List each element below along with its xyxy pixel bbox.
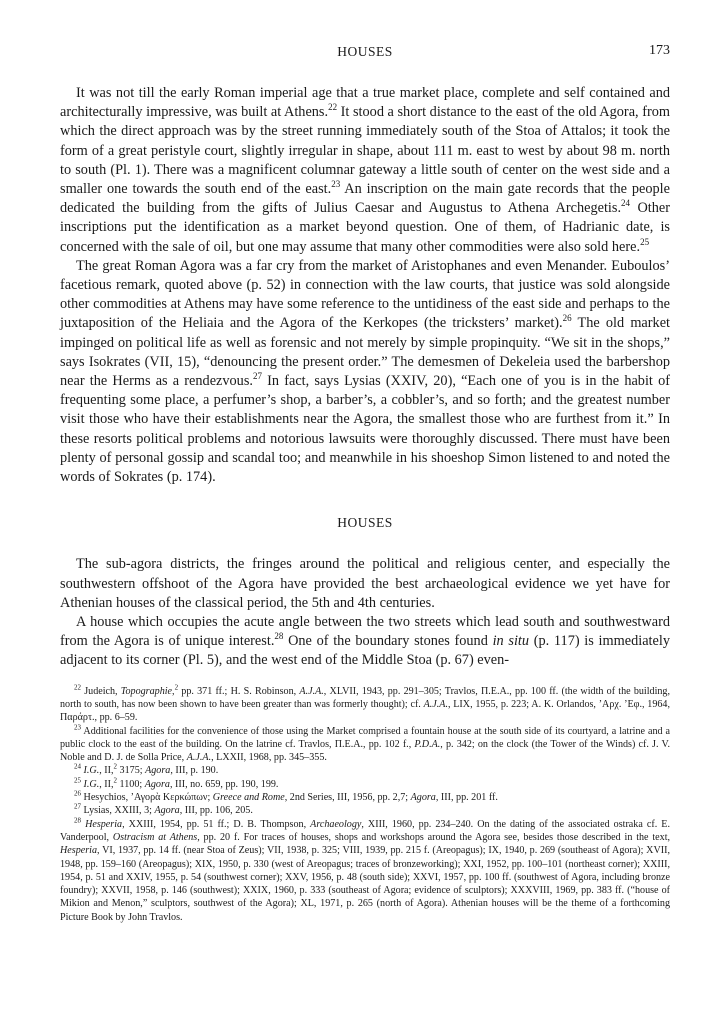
note-ref: 2 (174, 683, 179, 692)
text-run: , 2nd Series, III, 1956, pp. 2,7; (284, 792, 411, 804)
italic-text: Agora (145, 765, 171, 777)
text-run: , III, p. 190. (170, 765, 219, 777)
note-ref: 22 (74, 683, 81, 692)
footnote (60, 764, 670, 777)
text-run: It was not till the early Roman imperial age that a true market place, complete and self contained and architecturally impressive, was built at Athens. (60, 85, 670, 121)
text-run: Lysias, XXIII, 3; (81, 805, 155, 817)
note-ref: 28 (274, 631, 284, 642)
text-run: , XIII, 1960, pp. 234–240. On the dating of the associated ostraka cf. E. Vanderpool, (60, 818, 670, 843)
text-run: , III, pp. 106, 205. (179, 805, 253, 817)
body-text (60, 84, 670, 671)
section-paragraphs (60, 555, 670, 670)
note-ref: 26 (74, 789, 81, 798)
intro-paragraphs (60, 84, 670, 487)
text-run: , II, (99, 778, 114, 790)
text-run: , LIX, 1955, p. 223; A. K. Orlandos, ’Αρχ. ’Εφ., 1964, Παράρτ., pp. 6–59. (60, 698, 670, 724)
book-page (60, 40, 670, 924)
text-run: 1100; (117, 778, 145, 790)
text-run: , XLVII, 1943, pp. 291–305; Travlos, Π.Ε.Α., pp. 100 ff. (the width of the building, north to south, has now been shown to have been greater than was formerly thought); cf. (60, 685, 670, 710)
footnote (60, 804, 670, 817)
text-run: , LXXII, 1968, pp. 345–355. (211, 752, 327, 764)
text-run: One of the boundary stones found (283, 633, 493, 650)
text-run: 3175; (117, 765, 146, 777)
text-run: , pp. 20 f. For traces of houses, shops and workshops around the Agora see, besides those described in the text, (197, 831, 671, 843)
italic-text: A.J.A. (423, 698, 448, 710)
running-head (60, 40, 670, 64)
text-run: The old market impinged on political life as well as forensic and not merely by simple propinquity. “We sit in the shops,” says Isokrates (VII, 15), “denouncing the present order.” The demesmen of Dekeleia used the barbershop near the Herms as a rendezvous. (60, 315, 671, 390)
italic-text: I.G. (83, 765, 100, 777)
text-run: , VI, 1937, pp. 14 ff. (near Stoa of Zeus); VII, 1938, p. 325; VIII, 1939, pp. 215 f. (Areopagus); IX, 1940, p. 269 (southeast of Agora); XVII, 1948, pp. 159–160 (Areopagus); XIX, 1950, p. 330 (west of Areopagus; traces of bronzeworking); XXI, 1952, pp. 100–101 (northeast corner); XXIII, 1954, p. 51 and XXIV, 1955, p. 54 (southwest corner); XXV, 1956, p. 48 (south side); XXVI, 1957, pp. 100 ff. (southwest of Agora, including bronze foundry); XXVII, 1958, p. 146 (southwest); XXIX, 1960, p. 333 (southeast of Agora; evidence of sculptors); XXXVIII, 1969, pp. 383 ff. (“house of Mikion and Menon,” sculptors, southwest of the Agora); XL, 1971, p. 265 (north of Agora). Athenian houses will be the theme of a forthcoming Picture Book by John Travlos. (60, 845, 670, 923)
text-run: , III, pp. 201 ff. (435, 792, 498, 804)
footnote (60, 778, 670, 791)
text-run: Hesychios, ’Αγορὰ Κερκώπων; (81, 792, 213, 804)
note-ref: 2 (113, 763, 118, 772)
text-run: It stood a short distance to the east of the old Agora, from which the direct approach was by the street running immediately south of the Stoa of Attalos; it took the form of a great peristyle court, slightly irregular in shape, about 111 m. east to west by about 98 m. north to south (Pl. 1). There was a magnificent columnar gateway a little south of center on the west side and a smaller one towards the south end of the east. (60, 104, 670, 198)
italic-text: A.J.A. (186, 752, 212, 764)
italic-text: in situ (492, 633, 530, 650)
note-ref: 2 (113, 776, 118, 785)
italic-text: I.G. (83, 778, 100, 790)
footnote (60, 791, 670, 804)
italic-text: Agora (144, 778, 170, 790)
note-ref: 28 (74, 816, 81, 825)
text-run: In fact, says Lysias (XXIV, 20), “Each one of you is in the habit of frequenting some place, a perfumer’s shop, a barber’s, a cobbler’s, and so forth; and the greatest number visit those who have their establishments near the Agora, the smallest those who are furthest from it.” In these resorts political problems and notorious lawsuits were thoroughly discussed. There must have been plenty of personal gossip and scandal too; and meanwhile in his shoeshop Simon listened to and noted the words of Sokrates (p. 174). (60, 373, 670, 486)
italic-text: Archaeology (310, 818, 362, 830)
footnote (60, 818, 670, 924)
note-ref: 27 (252, 371, 262, 382)
italic-text: Agora (154, 805, 180, 817)
text-run: Additional facilities for the convenience of those using the Market comprised a fountain house at the south side of its courtyard, a latrine and a public clock to the east of the building. On the latrine cf. Travlos, Π.Ε.Α., pp. 102 f., (60, 725, 670, 750)
paragraph (60, 613, 670, 671)
italic-text: A.J.A. (299, 685, 324, 697)
note-ref: 23 (74, 723, 81, 732)
running-title: HOUSES (337, 44, 393, 59)
note-ref: 25 (640, 236, 650, 247)
note-ref: 22 (328, 102, 338, 113)
note-ref: 24 (74, 763, 81, 772)
note-ref: 25 (74, 776, 81, 785)
footnote (60, 725, 670, 765)
italic-text: P.D.A. (414, 738, 441, 750)
note-ref: 26 (562, 313, 572, 324)
text-run: Other inscriptions put the identification as a market beyond question. One of them, of Hadrianic date, is concerned with the sale of oil, but one may assume that many other commodities were also sold here. (60, 200, 670, 255)
text-run: Judeich, (81, 685, 121, 697)
footnotes (60, 685, 670, 924)
text-run: , II, (99, 765, 114, 777)
text-run: An inscription on the main gate records that the people dedicated the building from the gifts of Julius Caesar and Augustus to Athena Archegetis. (60, 181, 670, 217)
section-heading: HOUSES (337, 515, 393, 531)
note-ref: 23 (331, 179, 341, 190)
note-ref: 24 (621, 198, 631, 209)
text-run: , p. 342; on the clock (the Tower of the Winds) cf. J. V. Noble and D. J. de Solla Price, (60, 738, 670, 764)
italic-text: Hesperia (85, 818, 123, 830)
text-run: pp. 371 ff.; H. S. Robinson, (178, 685, 300, 697)
text-run: , III, no. 659, pp. 190, 199. (169, 778, 279, 790)
italic-text: Ostracism at Athens (112, 831, 198, 843)
paragraph (60, 84, 670, 257)
italic-text: Agora (410, 792, 436, 804)
page-number: 173 (649, 43, 670, 58)
italic-text: Greece and Rome (212, 792, 285, 804)
note-ref: 27 (74, 803, 81, 811)
paragraph (60, 555, 670, 613)
text-run: The great Roman Agora was a far cry from the market of Aristophanes and even Menander. Euboulos’ facetious remark, quoted above (p. 52) in connection with the law courts, that justice was sold alongside other commodities at Athens may have some reference to the untidiness of the east side and perhaps to the juxtaposition of the Heliaia and the Agora of the Kerkopes (the tricksters’ market). (60, 257, 670, 332)
text-run: A house which occupies the acute angle between the two streets which lead south and southwestward from the Agora is of unique interest. (60, 614, 670, 650)
italic-text: Topographie, (120, 685, 175, 697)
italic-text: Hesperia (60, 845, 98, 857)
text-run: , XXIII, 1954, pp. 51 ff.; D. B. Thompson, (122, 818, 311, 830)
footnote (60, 685, 670, 725)
paragraph (60, 257, 670, 487)
text-run: The sub-agora districts, the fringes around the political and religious center, and especially the southwestern offshoot of the Agora have provided the best archaeological evidence we yet have for Athenian houses of the classical period, the 5th and 4th centuries. (60, 556, 670, 611)
text-run: (p. 117) is immediately adjacent to its corner (Pl. 5), and the west end of the Middle Stoa (p. 67) even- (60, 633, 670, 669)
